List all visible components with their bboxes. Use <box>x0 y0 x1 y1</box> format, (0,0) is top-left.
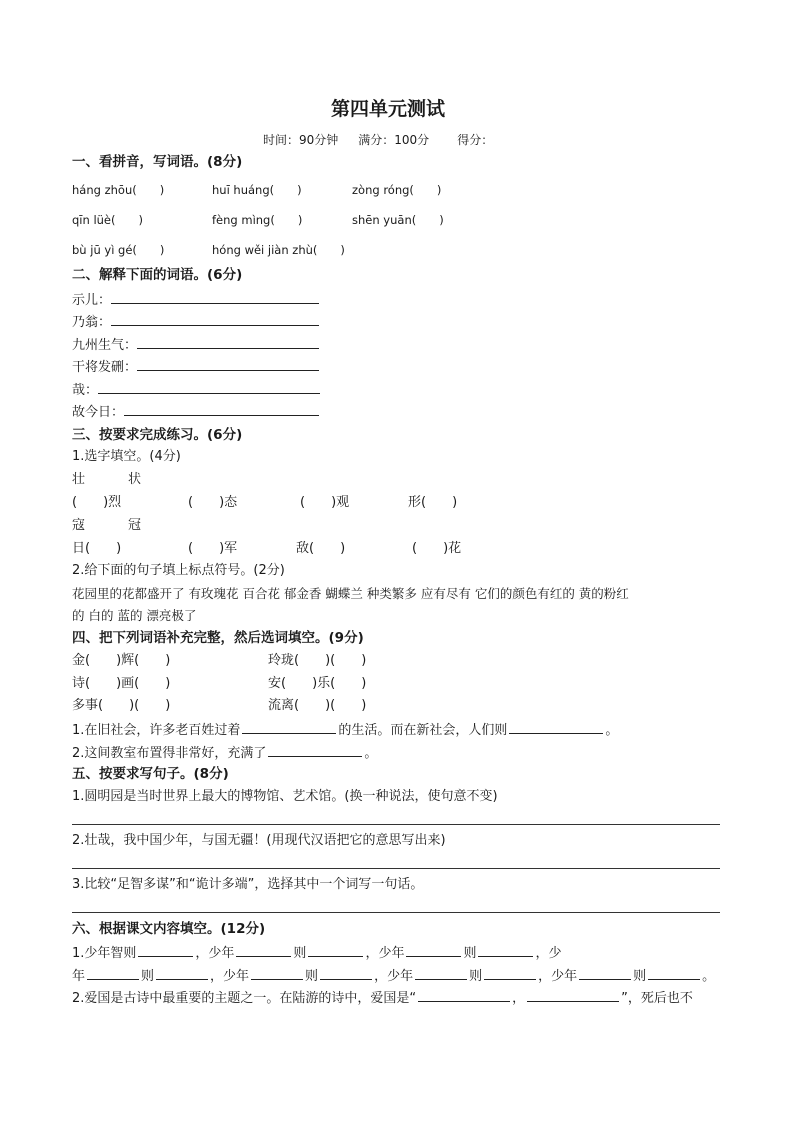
char-pair: 状 <box>128 472 142 487</box>
idiom-blank[interactable]: 诗( )画( ) <box>72 676 171 691</box>
fill-blank[interactable]: ( )军 <box>188 541 238 556</box>
section-3-heading: 三、按要求完成练习。(6分) <box>72 427 243 443</box>
definition-row[interactable] <box>72 357 319 377</box>
question-text: 3.比较“足智多谋”和“诡计多端”，选择其中一个词写一句话。 <box>72 877 424 892</box>
score-label: 得分： <box>457 133 494 147</box>
term-label: 哉： <box>72 383 99 398</box>
answer-line[interactable] <box>72 824 720 825</box>
exam-time: 时间：90分钟 <box>263 133 339 147</box>
idiom-blank[interactable]: 流离( )( ) <box>268 698 367 713</box>
definition-row[interactable] <box>72 380 320 400</box>
fill-blank[interactable]: ( )观 <box>300 495 350 510</box>
fill-blank[interactable]: 日( ) <box>72 541 122 556</box>
recitation-line[interactable]: 2.爱国是古诗中最重要的主题之一。在陆游的诗中，爱国是“ ， ”，死后也不 <box>72 988 693 1008</box>
definition-row[interactable] <box>72 290 319 310</box>
pinyin-item[interactable]: qīn lüè( ) <box>72 213 143 227</box>
question-text: 1.选字填空。(4分) <box>72 449 181 464</box>
punctuation-sentence: 花园里的花都盛开了 有玫瑰花 百合花 郁金香 蝴蝶兰 种类繁多 应有尽有 它们的颜色有红的 黄的粉红 <box>72 586 629 601</box>
answer-line[interactable] <box>72 868 720 869</box>
section-6-heading: 六、根据课文内容填空。(12分) <box>72 921 266 937</box>
term-label: 故今日： <box>72 405 125 420</box>
section-2-heading: 二、解释下面的词语。(6分) <box>72 267 243 283</box>
fill-blank[interactable]: ( )烈 <box>72 495 122 510</box>
question-text: 2.给下面的句子填上标点符号。(2分) <box>72 563 285 578</box>
definition-row[interactable] <box>72 312 319 332</box>
term-label: 干将发硎： <box>72 360 138 375</box>
fill-blank[interactable]: ( )态 <box>188 495 238 510</box>
term-label: 乃翁： <box>72 315 112 330</box>
char-pair: 寇 <box>72 518 86 533</box>
fill-sentence[interactable]: 2.这间教室布置得非常好，充满了 。 <box>72 743 377 763</box>
pinyin-item[interactable]: hóng wěi jiàn zhù( ) <box>212 243 345 257</box>
question-text: 2.壮哉，我中国少年，与国无疆！(用现代汉语把它的意思写出来) <box>72 833 446 848</box>
fill-blank[interactable]: 敌( ) <box>296 541 346 556</box>
definition-row[interactable] <box>72 402 319 422</box>
recitation-line[interactable]: 1.少年智则 ，少年 则 ，少年 则 ，少 <box>72 943 561 963</box>
char-pair: 壮 <box>72 472 86 487</box>
term-label: 九州生气： <box>72 338 138 353</box>
idiom-blank[interactable]: 玲珑( )( ) <box>268 653 367 668</box>
punctuation-sentence: 的 白的 蓝的 漂亮极了 <box>72 608 197 623</box>
fill-blank[interactable]: ( )花 <box>412 541 462 556</box>
recitation-line[interactable]: 年 则 ，少年 则 ，少年 则 ，少年 则 。 <box>72 966 715 986</box>
definition-row[interactable] <box>72 335 319 355</box>
full-score: 满分：100分 <box>358 133 430 147</box>
pinyin-item[interactable]: fèng mìng( ) <box>212 213 303 227</box>
exam-info <box>263 131 493 149</box>
char-pair: 冠 <box>128 518 142 533</box>
pinyin-item[interactable]: bù jū yì gé( ) <box>72 243 165 257</box>
section-4-heading: 四、把下列词语补充完整，然后选词填空。(9分) <box>72 630 364 646</box>
section-1-heading: 一、看拼音，写词语。(8分) <box>72 154 243 170</box>
pinyin-item[interactable]: shēn yuān( ) <box>352 213 444 227</box>
fill-blank[interactable]: 形( ) <box>408 495 458 510</box>
term-label: 示儿： <box>72 293 112 308</box>
idiom-blank[interactable]: 金( )辉( ) <box>72 653 171 668</box>
pinyin-item[interactable]: zòng róng( ) <box>352 183 442 197</box>
idiom-blank[interactable]: 多事( )( ) <box>72 698 171 713</box>
idiom-blank[interactable]: 安( )乐( ) <box>268 676 367 691</box>
pinyin-item[interactable]: huī huáng( ) <box>212 183 302 197</box>
fill-sentence[interactable]: 1.在旧社会，许多老百姓过着 的生活。而在新社会，人们则 。 <box>72 720 618 740</box>
pinyin-item[interactable]: háng zhōu( ) <box>72 183 165 197</box>
section-5-heading: 五、按要求写句子。(8分) <box>72 766 229 782</box>
page-title: 第四单元测试 <box>331 98 446 120</box>
answer-line[interactable] <box>72 912 720 913</box>
question-text: 1.圆明园是当时世界上最大的博物馆、艺术馆。(换一种说法，使句意不变) <box>72 789 498 804</box>
